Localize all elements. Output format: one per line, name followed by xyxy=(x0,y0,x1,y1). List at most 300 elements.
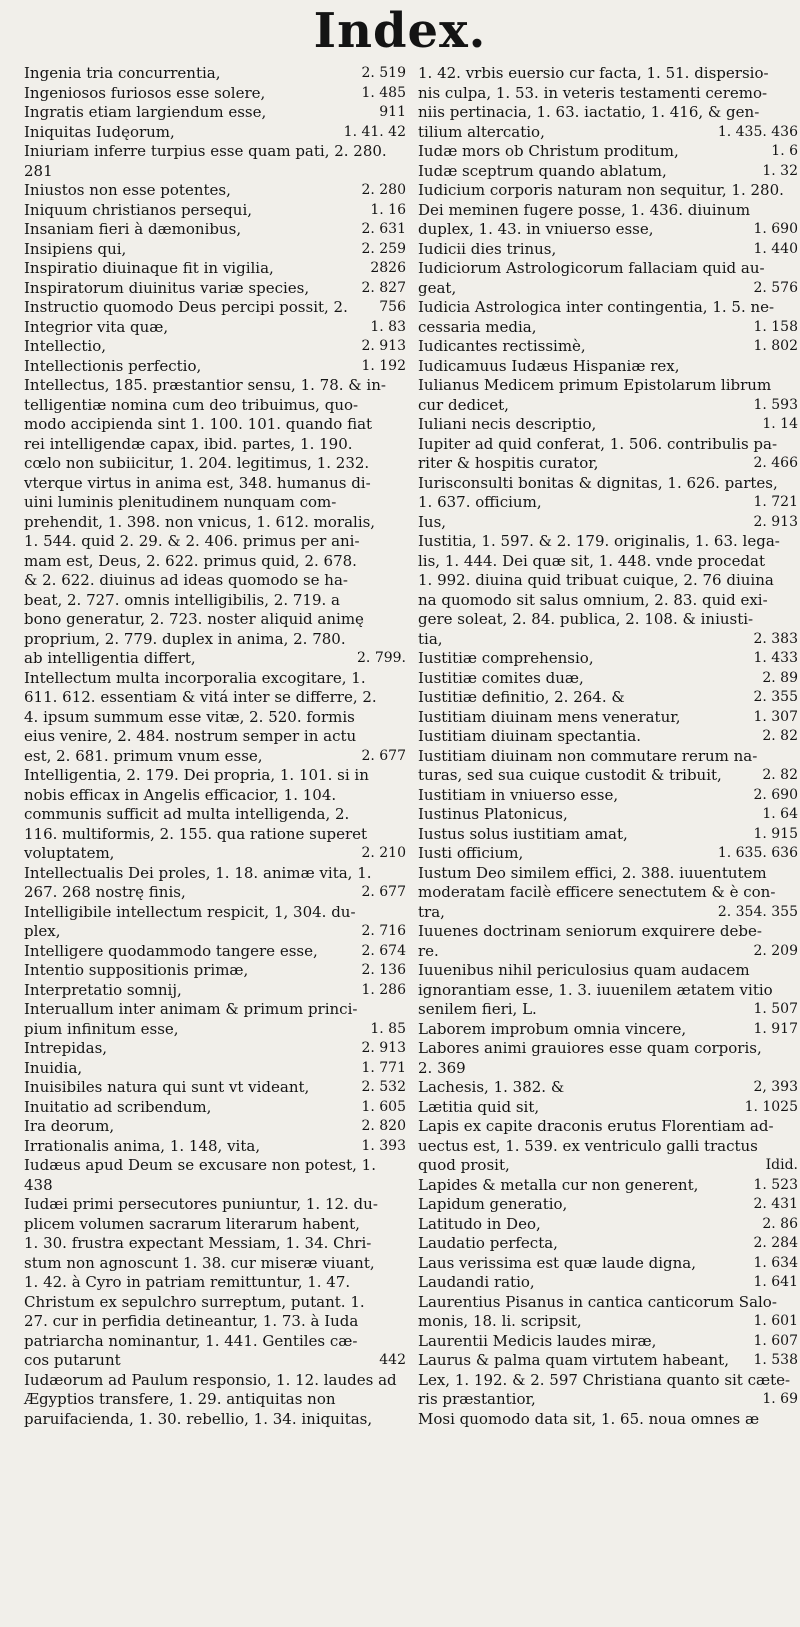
index-entry xyxy=(24,610,406,630)
entry-page-ref: 1. 32 xyxy=(762,162,798,179)
entry-page-ref: 1. 601 xyxy=(753,1313,798,1329)
entry-text: quod prosit, xyxy=(418,1156,510,1174)
entry-text: Intellectum multa incorporalia excogitare, 1. xyxy=(24,668,366,687)
index-entry xyxy=(24,922,406,942)
entry-text: tra, xyxy=(418,902,445,921)
index-entry xyxy=(418,942,798,962)
index-entry xyxy=(418,259,798,279)
entry-text: voluptatem, xyxy=(24,844,115,862)
index-entry xyxy=(418,844,798,864)
entry-text: Iustitiam diuinam non commutare rerum na- xyxy=(418,746,758,765)
entry-text: niis pertinacia, 1. 63. iactatio, 1. 416, & gen- xyxy=(418,103,760,121)
index-entry xyxy=(418,396,798,416)
entry-page-ref: 2. 431 xyxy=(753,1196,798,1212)
entry-text: nobis efficax in Angelis efficacior, 1. 104. xyxy=(24,785,337,804)
entry-text: riter & hospitis curator, xyxy=(418,454,599,472)
index-entry xyxy=(24,259,406,279)
index-entry xyxy=(418,1156,798,1176)
entry-page-ref: 1. 721 xyxy=(753,494,798,510)
index-entry xyxy=(24,1390,406,1410)
index-entry xyxy=(418,1273,798,1293)
index-entry xyxy=(24,1351,406,1371)
entry-page-ref: 2. 383 xyxy=(753,630,798,647)
index-entry xyxy=(418,181,798,201)
index-entry xyxy=(418,766,798,786)
index-entry xyxy=(24,1195,406,1215)
entry-text: uectus est, 1. 539. ex ventriculo galli tractus xyxy=(418,1136,758,1155)
entry-page-ref: 2. 532 xyxy=(361,1079,406,1095)
entry-page-ref: 2. 827 xyxy=(361,279,406,296)
index-entry xyxy=(24,298,406,318)
entry-text: Dei meminen fugere posse, 1. 436. diuinum xyxy=(418,200,751,219)
entry-text: 116. multiformis, 2. 155. qua ratione superet xyxy=(24,824,368,843)
index-entry xyxy=(418,610,798,630)
index-entry xyxy=(418,786,798,806)
index-entry xyxy=(418,357,798,377)
entry-text: 1. 42. à Cyro in patriam remittuntur, 1. 47. xyxy=(24,1273,351,1291)
index-entry xyxy=(418,1117,798,1137)
entry-text: Lapidum generatio, xyxy=(418,1195,568,1213)
entry-text: Ius, xyxy=(418,512,447,531)
index-entry xyxy=(24,747,406,767)
index-entry xyxy=(418,747,798,767)
index-entry xyxy=(24,493,406,513)
entry-text: Iudæ mors ob Christum proditum, xyxy=(418,142,679,160)
index-entry xyxy=(24,844,406,864)
index-entry xyxy=(24,1156,406,1176)
entry-page-ref: 442 xyxy=(379,1352,406,1368)
index-entry xyxy=(418,1215,798,1235)
entry-text: 1. 637. officium, xyxy=(418,493,542,511)
entry-text: Intentio suppositionis primæ, xyxy=(24,961,249,979)
right-column xyxy=(418,64,798,1429)
entry-text: Laudatio perfecta, xyxy=(418,1234,558,1252)
index-entry xyxy=(24,1273,406,1293)
index-entry xyxy=(418,1332,798,1352)
entry-page-ref: 1. 192 xyxy=(361,357,406,374)
entry-text: ris præstantior, xyxy=(418,1390,536,1408)
entry-text: moderatam facilè efficere senectutem & è con- xyxy=(418,883,776,901)
index-entry xyxy=(24,103,406,123)
index-entry xyxy=(418,240,798,260)
entry-page-ref: 1. 158 xyxy=(753,318,798,335)
index-entry xyxy=(418,1000,798,1020)
entry-page-ref: 2. 466 xyxy=(753,455,798,471)
index-entry xyxy=(24,1312,406,1332)
entry-text: Laus verissima est quæ laude digna, xyxy=(418,1253,696,1272)
index-entry xyxy=(418,1137,798,1157)
index-entry xyxy=(24,1078,406,1098)
index-entry xyxy=(418,922,798,942)
entry-page-ref: 1. 641 xyxy=(753,1274,798,1290)
entry-text: Iudicamuus Iudæus Hispaniæ rex, xyxy=(418,356,680,375)
entry-text: Intelligere quodammodo tangere esse, xyxy=(24,941,318,960)
index-entry xyxy=(24,123,406,143)
index-entry xyxy=(24,454,406,474)
entry-text: stum non agnoscunt 1. 38. cur miseræ viuant, xyxy=(24,1253,375,1272)
entry-text: vterque virtus in anima est, 348. humanus di- xyxy=(24,473,371,492)
index-entry xyxy=(24,552,406,572)
entry-page-ref: 1. 593 xyxy=(753,396,798,413)
index-entry xyxy=(24,1098,406,1118)
entry-page-ref: 1. 915 xyxy=(753,825,798,842)
index-entry xyxy=(418,708,798,728)
entry-text: Iudicantes rectissimè, xyxy=(418,337,586,355)
entry-text: Inspiratio diuinaque fit in vigilia, xyxy=(24,259,274,277)
entry-text: Laurentii Medicis laudes miræ, xyxy=(418,1331,657,1350)
index-entry xyxy=(24,318,406,338)
entry-text: beat, 2. 727. omnis intelligibilis, 2. 719. a xyxy=(24,590,340,609)
entry-text: Iudicium corporis naturam non sequitur, 1. 280. xyxy=(418,181,784,199)
index-entry xyxy=(418,142,798,162)
entry-text: plicem volumen sacrarum literarum habent, xyxy=(24,1214,360,1233)
entry-text: Lapides & metalla cur non generent, xyxy=(418,1175,699,1194)
entry-text: Iustitiam diuinam spectantia. xyxy=(418,727,642,745)
entry-text: Iupiter ad quid conferat, 1. 506. contribulis pa- xyxy=(418,434,778,453)
index-entry xyxy=(418,805,798,825)
entry-text: geat, xyxy=(418,278,457,297)
index-entry xyxy=(24,162,406,182)
entry-text: Instructio quomodo Deus percipi possit, 2. xyxy=(24,298,348,316)
entry-text: Iustitiæ comites duæ, xyxy=(418,668,584,687)
entry-text: turas, sed sua cuique custodit & tribuit, xyxy=(418,766,722,784)
entry-text: ab intelligentia differt, xyxy=(24,649,196,667)
index-entry xyxy=(24,766,406,786)
index-entry xyxy=(24,1117,406,1137)
index-entry xyxy=(418,1059,798,1079)
entry-text: cos putarunt xyxy=(24,1351,121,1369)
index-entry xyxy=(24,825,406,845)
entry-text: Laurus & palma quam virtutem habeant, xyxy=(418,1351,729,1369)
entry-page-ref: 1. 307 xyxy=(753,708,798,725)
entry-text: Iniustos non esse potentes, xyxy=(24,181,231,199)
entry-text: Ingenia tria concurrentia, xyxy=(24,64,221,82)
index-entry xyxy=(24,64,406,84)
entry-text: Labores animi grauiores esse quam corporis, xyxy=(418,1039,762,1057)
entry-text: Intellectus, 185. præstantior sensu, 1. 78. & in- xyxy=(24,376,386,394)
entry-page-ref: 2. 913 xyxy=(361,1040,406,1056)
index-entry xyxy=(24,513,406,533)
entry-page-ref: 2. 690 xyxy=(753,786,798,803)
entry-text: Iuuenes doctrinam seniorum exquirere debe- xyxy=(418,922,762,940)
index-entry xyxy=(418,883,798,903)
entry-text: 4. ipsum summum esse vitæ, 2. 520. formis xyxy=(24,707,355,726)
entry-text: gere soleat, 2. 84. publica, 2. 108. & iniusti- xyxy=(418,610,754,628)
index-entry xyxy=(418,961,798,981)
entry-text: 1. 42. vrbis euersio cur facta, 1. 51. dispersio- xyxy=(418,64,769,82)
entry-text: Insipiens qui, xyxy=(24,239,127,258)
entry-text: Inuisibiles natura qui sunt vt videant, xyxy=(24,1078,310,1096)
entry-text: est, 2. 681. primum vnum esse, xyxy=(24,746,263,765)
index-entry xyxy=(24,201,406,221)
entry-text: Iustinus Platonicus, xyxy=(418,805,568,823)
entry-page-ref: 2. 354. 355 xyxy=(717,903,798,920)
index-entry xyxy=(418,688,798,708)
entry-text: Iudæus apud Deum se excusare non potest, 1. xyxy=(24,1156,376,1174)
entry-text: Ingratis etiam largiendum esse, xyxy=(24,103,267,121)
entry-text: telligentiæ nomina cum deo tribuimus, quo- xyxy=(24,395,359,414)
entry-text: Iniuriam inferre turpius esse quam pati, 2. 280. xyxy=(24,142,387,160)
index-entry xyxy=(418,532,798,552)
index-entry xyxy=(24,1215,406,1235)
index-entry xyxy=(24,864,406,884)
entry-page-ref: 1. 507 xyxy=(753,1001,798,1017)
entry-text: pium infinitum esse, xyxy=(24,1019,179,1038)
entry-page-ref: Idid. xyxy=(765,1157,798,1173)
index-entry xyxy=(418,337,798,357)
entry-text: Iusti officium, xyxy=(418,844,524,862)
index-entry xyxy=(418,630,798,650)
entry-text: 1. 992. diuina quid tribuat cuique, 2. 76 diuina xyxy=(418,571,774,589)
entry-text: cur dedicet, xyxy=(418,395,509,414)
index-entry xyxy=(418,454,798,474)
index-entry xyxy=(24,435,406,455)
index-entry xyxy=(418,298,798,318)
entry-text: patriarcha nominantur, 1. 441. Gentiles cæ- xyxy=(24,1331,358,1350)
index-entry xyxy=(418,1371,798,1391)
entry-text: Interuallum inter animam & primum princi- xyxy=(24,1000,358,1018)
entry-text: Iustus solus iustitiam amat, xyxy=(418,824,628,843)
index-entry xyxy=(418,669,798,689)
index-entry xyxy=(418,903,798,923)
entry-text: lis, 1. 444. Dei quæ sit, 1. 448. vnde procedat xyxy=(418,551,766,570)
entry-text: 1. 544. quid 2. 29. & 2. 406. primus per ani- xyxy=(24,532,360,550)
entry-text: Iniquitas Iudęorum, xyxy=(24,122,175,141)
index-entry xyxy=(418,84,798,104)
entry-text: Iurisconsulti bonitas & dignitas, 1. 626. partes, xyxy=(418,473,778,492)
entry-page-ref: 1. 393 xyxy=(361,1137,406,1154)
entry-page-ref: 1. 41. 42 xyxy=(343,123,406,140)
entry-text: Intrepidas, xyxy=(24,1039,108,1057)
entry-page-ref: 1. 607 xyxy=(753,1332,798,1349)
entry-text: Iulianus Medicem primum Epistolarum librum xyxy=(418,376,772,394)
index-entry xyxy=(24,630,406,650)
index-entry xyxy=(418,1039,798,1059)
entry-text: Intelligibile intellectum respicit, 1, 304. du- xyxy=(24,902,356,921)
index-entry xyxy=(418,1234,798,1254)
entry-text: re. xyxy=(418,941,439,960)
entry-page-ref: 2. 259 xyxy=(361,240,406,257)
index-entry xyxy=(418,1410,798,1430)
entry-text: monis, 18. li. scripsit, xyxy=(418,1312,582,1330)
index-entry xyxy=(24,805,406,825)
index-entry xyxy=(24,571,406,591)
index-entry xyxy=(24,1039,406,1059)
entry-text: Iniquum christianos persequi, xyxy=(24,200,253,219)
entry-page-ref: 1. 635. 636 xyxy=(717,845,798,861)
entry-text: Laudandi ratio, xyxy=(418,1273,535,1291)
index-entry xyxy=(24,1234,406,1254)
index-entry xyxy=(24,1371,406,1391)
entry-page-ref: 2. 82 xyxy=(762,728,798,744)
entry-page-ref: 1. 440 xyxy=(753,240,798,257)
entry-text: Intellectionis perfectio, xyxy=(24,356,202,375)
index-entry xyxy=(418,1293,798,1313)
entry-text: 27. cur in perfidia detineantur, 1. 73. à Iuda xyxy=(24,1312,359,1330)
entry-text: tia, xyxy=(418,629,443,648)
entry-text: Inuidia, xyxy=(24,1058,83,1077)
entry-text: Iustitiam diuinam mens veneratur, xyxy=(418,707,681,726)
index-entry xyxy=(24,981,406,1001)
entry-page-ref: 1. 435. 436 xyxy=(717,123,798,140)
entry-text: modo accipienda sint 1. 100. 101. quando fiat xyxy=(24,415,373,433)
entry-page-ref: 2. 209 xyxy=(753,942,798,959)
index-entry xyxy=(24,415,406,435)
index-entry xyxy=(418,64,798,84)
index-entry xyxy=(418,1254,798,1274)
entry-page-ref: 2. 913 xyxy=(753,513,798,530)
entry-text: Ægyptios transfere, 1. 29. antiquitas non xyxy=(24,1390,336,1408)
index-entry xyxy=(418,201,798,221)
entry-page-ref: 1. 1025 xyxy=(744,1098,798,1115)
index-entry xyxy=(418,825,798,845)
index-entry xyxy=(418,1195,798,1215)
index-entry xyxy=(24,376,406,396)
index-entry xyxy=(24,1000,406,1020)
index-entry xyxy=(24,474,406,494)
index-entry xyxy=(418,571,798,591)
entry-page-ref: 911 xyxy=(379,104,406,120)
entry-text: 281 xyxy=(24,161,53,180)
index-entry xyxy=(24,84,406,104)
index-entry xyxy=(418,1390,798,1410)
index-entry xyxy=(24,786,406,806)
page-title: Index. xyxy=(313,3,487,59)
entry-text: 1. 30. frustra expectant Messiam, 1. 34. Chri- xyxy=(24,1234,372,1252)
index-entry xyxy=(24,1332,406,1352)
index-entry xyxy=(24,357,406,377)
entry-text: Iustitiæ comprehensio, xyxy=(418,649,594,667)
index-entry xyxy=(418,162,798,182)
entry-text: Iustitiæ definitio, 2. 264. & xyxy=(418,688,625,706)
entry-text: cœlo non subiicitur, 1. 204. legitimus, 1. 232. xyxy=(24,454,370,472)
entry-page-ref: 1. 523 xyxy=(753,1176,798,1193)
entry-page-ref: 2. 674 xyxy=(361,942,406,959)
entry-text: communis sufficit ad multa intelligenda, 2. xyxy=(24,805,350,823)
entry-page-ref: 1. 6 xyxy=(771,143,798,159)
entry-page-ref: 1. 83 xyxy=(370,318,406,335)
index-entry xyxy=(418,591,798,611)
index-entry xyxy=(418,123,798,143)
index-entry xyxy=(24,142,406,162)
index-entry xyxy=(418,474,798,494)
index-entry xyxy=(24,883,406,903)
entry-text: Iudicii dies trinus, xyxy=(418,239,557,258)
entry-page-ref: 2. 716 xyxy=(361,923,406,939)
entry-page-ref: 756 xyxy=(379,299,406,315)
index-entry xyxy=(24,727,406,747)
entry-text: Iuuenibus nihil periculosius quam audacem xyxy=(418,961,750,979)
index-entry xyxy=(418,981,798,1001)
entry-text: Inspiratorum diuinitus variæ species, xyxy=(24,278,310,297)
entry-text: Iustitiam in vniuerso esse, xyxy=(418,785,619,804)
entry-text: rei intelligendæ capax, ibid. partes, 1. 190. xyxy=(24,434,353,453)
entry-text: Latitudo in Deo, xyxy=(418,1214,541,1233)
index-entry xyxy=(24,1059,406,1079)
entry-page-ref: 2. 631 xyxy=(361,221,406,237)
index-entry xyxy=(418,1312,798,1332)
entry-text: Laborem improbum omnia vincere, xyxy=(418,1019,687,1038)
index-entry xyxy=(418,727,798,747)
index-entry xyxy=(24,649,406,669)
entry-text: senilem fieri, L. xyxy=(418,1000,537,1018)
entry-page-ref: 1. 85 xyxy=(370,1020,406,1037)
entry-text: Laurentius Pisanus in cantica canticorum Salo- xyxy=(418,1292,777,1311)
entry-text: Lachesis, 1. 382. & xyxy=(418,1078,565,1096)
entry-page-ref: 2. 89 xyxy=(762,669,798,686)
entry-text: Mosi quomodo data sit, 1. 65. noua omnes æ xyxy=(418,1409,760,1428)
entry-page-ref: 2. 210 xyxy=(361,845,406,861)
left-column xyxy=(24,64,406,1429)
index-entry xyxy=(418,376,798,396)
index-entry xyxy=(418,435,798,455)
index-entry xyxy=(418,1020,798,1040)
index-entry xyxy=(418,493,798,513)
entry-text: eius venire, 2. 484. nostrum semper in actu xyxy=(24,727,357,745)
entry-text: Iudiciorum Astrologicorum fallaciam quid au- xyxy=(418,259,765,277)
index-entry xyxy=(24,279,406,299)
entry-text: Iudæorum ad Paulum responsio, 1. 12. laudes ad xyxy=(24,1370,397,1389)
entry-text: Lapis ex capite draconis erutus Florentiam ad- xyxy=(418,1117,774,1135)
index-entry xyxy=(24,1020,406,1040)
index-entry xyxy=(24,532,406,552)
entry-page-ref: 1. 771 xyxy=(361,1059,406,1076)
entry-text: Irrationalis anima, 1. 148, vita, xyxy=(24,1136,261,1155)
entry-text: proprium, 2. 779. duplex in anima, 2. 780. xyxy=(24,629,346,648)
index-entry xyxy=(24,1254,406,1274)
index-entry xyxy=(24,961,406,981)
entry-page-ref: 1. 286 xyxy=(361,981,406,998)
index-entry xyxy=(24,1293,406,1313)
entry-page-ref: 2. 284 xyxy=(753,1235,798,1251)
index-entry xyxy=(418,1078,798,1098)
entry-text: bono generatur, 2. 723. noster aliquid animę xyxy=(24,610,364,628)
entry-text: cessaria media, xyxy=(418,317,537,336)
index-entry xyxy=(24,220,406,240)
entry-text: 267. 268 nostrę finis, xyxy=(24,883,186,901)
entry-page-ref: 2. 677 xyxy=(361,884,406,900)
entry-text: Iustitia, 1. 597. & 2. 179. originalis, 1. 63. lega- xyxy=(418,532,780,550)
entry-text: & 2. 622. diuinus ad ideas quomodo se ha- xyxy=(24,571,348,589)
entry-page-ref: 1. 802 xyxy=(753,338,798,354)
entry-page-ref: 2. 86 xyxy=(762,1215,798,1232)
entry-page-ref: 2. 519 xyxy=(361,65,406,81)
entry-page-ref: 2. 820 xyxy=(361,1118,406,1134)
entry-text: mam est, Deus, 2. 622. primus quid, 2. 678. xyxy=(24,551,357,570)
entry-text: Intellectio, xyxy=(24,337,106,355)
entry-page-ref: 2. 280 xyxy=(361,182,406,198)
entry-text: ignorantiam esse, 1. 3. iuuenilem ætatem vitio xyxy=(418,980,773,999)
index-entry xyxy=(24,240,406,260)
entry-text: Iudicia Astrologica inter contingentia, 1. 5. ne- xyxy=(418,298,775,316)
entry-text: prehendit, 1. 398. non vnicus, 1. 612. moralis, xyxy=(24,512,376,531)
entry-page-ref: 1. 433 xyxy=(753,650,798,666)
entry-text: Ira deorum, xyxy=(24,1117,115,1135)
index-entry xyxy=(24,181,406,201)
index-entry xyxy=(418,279,798,299)
index-entry xyxy=(24,1176,406,1196)
entry-text: uini luminis plenitudinem nunquam com- xyxy=(24,493,337,511)
entry-page-ref: 1. 64 xyxy=(762,806,798,822)
entry-page-ref: 2. 913 xyxy=(361,338,406,354)
entry-text: Intelligentia, 2. 179. Dei propria, 1. 101. si in xyxy=(24,766,369,784)
index-entry xyxy=(418,649,798,669)
index-entry xyxy=(418,1176,798,1196)
entry-page-ref: 1. 14 xyxy=(762,416,798,432)
entry-page-ref: 1. 538 xyxy=(753,1352,798,1368)
entry-text: Interpretatio somnij, xyxy=(24,980,182,999)
entry-text: Lætitia quid sit, xyxy=(418,1097,540,1116)
